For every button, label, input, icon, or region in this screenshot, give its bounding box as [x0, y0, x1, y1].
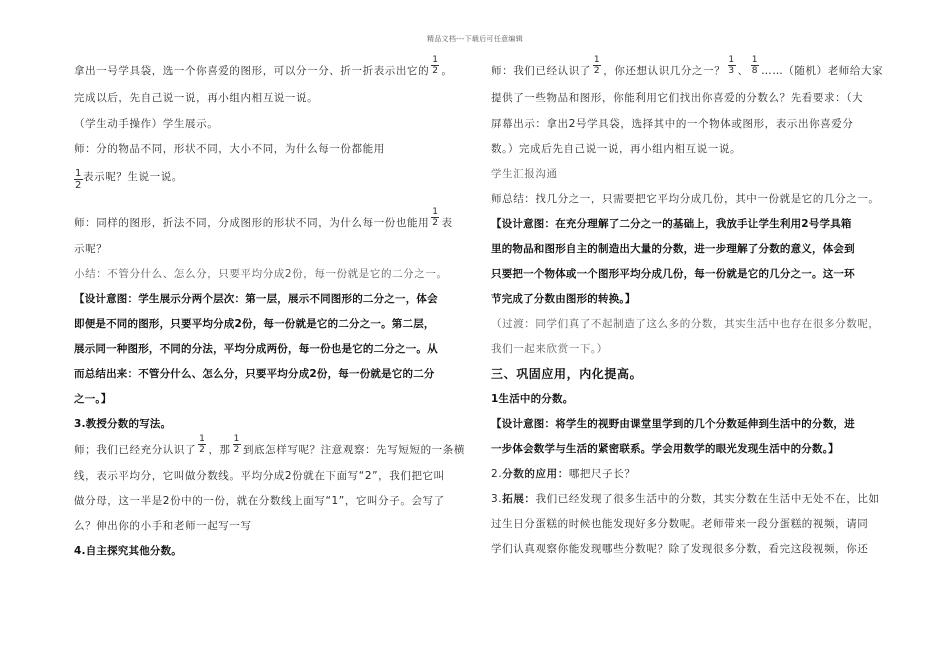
paragraph: 做分母，这一半是2份中的一份，就在分数线上面写“1”，它叫分子。会写了: [74, 495, 445, 507]
design-intent: 【设计意图：在充分理解了二分之一的基础上，我放手让学生利用2号学具箱: [491, 218, 852, 230]
paragraph: 数。）完成后先自己说一说，再小组内相互说一说。: [491, 143, 742, 155]
fraction-one-half: $\frac{1}{2}$: [593, 54, 601, 76]
paragraph: 拿出一号学具袋，选一个你喜爱的图形，可以分一分、折一折表示出它的 $\frac{1}{2}$ 。: [74, 54, 453, 77]
paragraph: （学生动手操作）学生展示。: [74, 118, 219, 130]
page-header: 精品文档---下载后可任意编辑: [426, 35, 524, 43]
right-column: [491, 54, 884, 562]
fraction-one-half: $\frac{1}{2}$: [432, 206, 439, 228]
design-intent: 一步体会数学与生活的紧密联系。学会用数学的眼光发现生活中的分数。】: [491, 443, 839, 455]
section-heading: 3.教授分数的写法。: [74, 418, 172, 430]
sub-heading: 1生活中的分数。: [491, 393, 574, 405]
fraction-one-eighth: $\frac{1}{8}$: [751, 54, 759, 76]
paragraph: 师；我们已经充分认识了 $\frac{1}{2}$ ，那 $\frac{1}{2}$ 到底怎样写呢？注意观察：先写短短的一条横: [74, 433, 465, 456]
design-intent: 即便是不同的图形，只要平均分成2份，每一份就是它的二分之一。第二层，: [74, 318, 435, 330]
design-intent: 之一。】: [74, 393, 112, 405]
fraction-one-half: $\frac{1}{2}$: [432, 54, 439, 76]
design-intent: 只要把一个物体或一个图形平均分成几份，每一份就是它的几分之一。这一环: [491, 268, 855, 280]
paragraph: 么？伸出你的小手和老师一起写一写: [74, 520, 252, 532]
paragraph: 3.拓展：我们已经发现了很多生活中的分数，其实分数在生活中无处不在，比如: [491, 493, 880, 505]
paragraph: $\frac{1}{2}$ 表示呢？生说一说。: [75, 168, 183, 191]
paragraph: 示呢？: [74, 243, 108, 255]
transition-note: （过渡：同学们真了不起制造了这么多的分数，其实生活中也存在很多分数呢，: [491, 318, 880, 330]
paragraph: 学们认真观察你能发现哪些分数呢？除了发现很多分数，看完这段视频，你还: [491, 543, 869, 555]
paragraph: 师总结：找几分之一，只需要把它平均分成几份，其中一份就是它的几分之一。: [491, 193, 880, 205]
paragraph: 完成以后，先自己说一说，再小组内相互说一说。: [74, 92, 319, 104]
section-heading: 三、巩固应用，内化提高。: [491, 367, 643, 381]
left-column: [74, 54, 465, 564]
design-intent: 【设计意图：学生展示分两个层次：第一层，展示不同图形的二分之一，体会: [74, 293, 438, 305]
design-intent: 展示同一种图形，不同的分法，平均分成两份，每一份也是它的二分之一。从: [74, 343, 438, 355]
paragraph: 师：我们已经认识了 $\frac{1}{2}$ ，你还想认识几分之一？ $\frac{1}{3}$ 、 $\frac{1}{8}$ ……（随机）老师给大家: [491, 54, 884, 77]
paragraph: 线，表示平均分，它叫做分数线。平均分成2份就在下面写“2”，我们把它叫: [74, 470, 445, 482]
summary: 小结：不管分什么、怎么分，只要平均分成2份，每一份就是它的二分之一。: [74, 268, 448, 280]
paragraph: 过生日分蛋糕的时候也能发现好多分数呢。老师带来一段分蛋糕的视频，请同: [491, 518, 869, 530]
fraction-one-half: $\frac{1}{2}$: [75, 168, 82, 191]
paragraph: 师：同样的图形，折法不同，分成图形的形状不同，为什么每一份也能用 $\frac{1}{2}$ 表: [74, 206, 453, 229]
design-intent: 里的物品和图形自主的制造出大量的分数，进一步理解了分数的意义，体会到: [491, 243, 855, 255]
paragraph: 提供了一些物品和图形，你能利用它们找出你喜爱的分数么？先看要求：（大: [491, 92, 864, 104]
fraction-one-half: $\frac{1}{2}$: [199, 433, 206, 455]
design-intent: 节完成了分数由图形的转换。】: [491, 293, 636, 305]
design-intent: 而总结出来：不管分什么、怎么分，只要平均分成2份，每一份就是它的二分: [74, 368, 435, 380]
fraction-one-third: $\frac{1}{3}$: [728, 54, 735, 76]
paragraph: 屏幕出示：拿出2号学具袋，选择其中的一个物体或图形，表示出你喜爱分: [491, 118, 854, 130]
paragraph: 2.分数的应用：哪把尺子长？: [491, 468, 636, 480]
paragraph: 学生汇报沟通: [491, 168, 558, 180]
transition-note: 我们一起来欣赏一下。）: [491, 343, 608, 355]
paragraph: 师：分的物品不同，形状不同，大小不同，为什么每一份都能用: [74, 143, 385, 155]
fraction-one-half: $\frac{1}{2}$: [233, 433, 240, 455]
design-intent: 【设计意图：将学生的视野由课堂里学到的几个分数延伸到生活中的分数，进: [491, 418, 855, 430]
section-heading: 4.自主探究其他分数。: [74, 545, 182, 557]
